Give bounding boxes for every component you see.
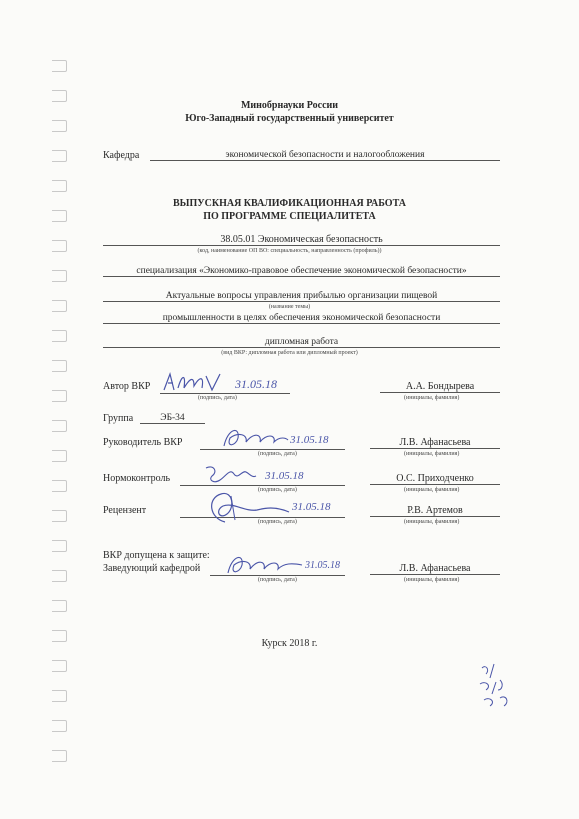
document-title-line2: ПО ПРОГРАММЕ СПЕЦИАЛИТЕТА: [203, 211, 376, 222]
department-value: экономической безопасности и налогообложения: [150, 150, 500, 161]
supervisor-label: Руководитель ВКР: [103, 437, 183, 448]
reviewer-label: Рецензент: [103, 505, 147, 516]
program-value: 38.05.01 Экономическая безопасность: [103, 234, 500, 246]
binding-holes: [52, 60, 72, 760]
topic-caption: (название темы): [268, 304, 311, 310]
margin-handwritten-note: [472, 660, 522, 710]
supervisor-name-caption: (инициалы, фамилия): [404, 451, 460, 457]
document-title-line1: ВЫПУСКНАЯ КВАЛИФИКАЦИОННАЯ РАБОТА: [173, 198, 406, 209]
head-sig-caption: (подпись, дата): [258, 577, 297, 583]
work-type-value: дипломная работа: [103, 337, 500, 348]
reviewer-sig-caption: (подпись, дата): [258, 519, 297, 525]
city-year: Курск 2018 г.: [261, 638, 318, 649]
head-signature: [222, 551, 307, 579]
head-name-caption: (инициалы, фамилия): [404, 577, 460, 583]
normcontrol-signature: [200, 462, 260, 488]
author-sign-date: 31.05.18: [235, 377, 277, 391]
supervisor-sig-caption: (подпись, дата): [258, 451, 297, 457]
normcontrol-label: Нормоконтроль: [103, 473, 171, 484]
supervisor-sign-date: 31.05.18: [290, 434, 329, 446]
topic-line1: Актуальные вопросы управления прибылью организации пищевой: [103, 291, 500, 302]
author-sig-caption: (подпись, дата): [198, 395, 237, 401]
supervisor-name: Л.В. Афанасьева: [370, 437, 500, 449]
admission-line: ВКР допущена к защите:: [103, 550, 210, 561]
topic-line2: промышленности в целях обеспечения экономической безопасности: [103, 313, 500, 324]
reviewer-signature: [205, 488, 295, 528]
normcontrol-name: О.С. Приходченко: [370, 473, 500, 485]
specialization-value: специализация «Экономико-правовое обеспечение экономической безопасности»: [103, 266, 500, 277]
author-signature: [160, 370, 240, 396]
group-label: Группа: [103, 413, 134, 424]
program-caption: (код, наименование ОП ВО: специальность, направленность (профиль)): [197, 248, 382, 254]
head-of-department-label: Заведующий кафедрой: [103, 563, 201, 574]
normcontrol-name-caption: (инициалы, фамилия): [404, 487, 460, 493]
reviewer-name-caption: (инициалы, фамилия): [404, 519, 460, 525]
supervisor-signature: [218, 424, 293, 452]
author-label: Автор ВКР: [103, 381, 151, 392]
reviewer-sign-date: 31.05.18: [292, 501, 331, 513]
normcontrol-sig-caption: (подпись, дата): [258, 487, 297, 493]
reviewer-name: Р.В. Артемов: [370, 505, 500, 517]
normcontrol-sign-date: 31.05.18: [265, 470, 304, 482]
ministry-heading: Минобрнауки России: [240, 100, 339, 111]
head-name: Л.В. Афанасьева: [370, 563, 500, 575]
head-sign-date: 31.05.18: [305, 560, 340, 571]
author-name-caption: (инициалы, фамилия): [404, 395, 460, 401]
work-type-caption: (вид ВКР: дипломная работа или дипломный проект): [221, 350, 358, 356]
university-heading: Юго-Западный государственный университет: [185, 113, 394, 124]
author-name: А.А. Бондырева: [380, 381, 500, 393]
department-label: Кафедра: [103, 150, 140, 161]
group-value: ЭБ-34: [140, 413, 205, 424]
